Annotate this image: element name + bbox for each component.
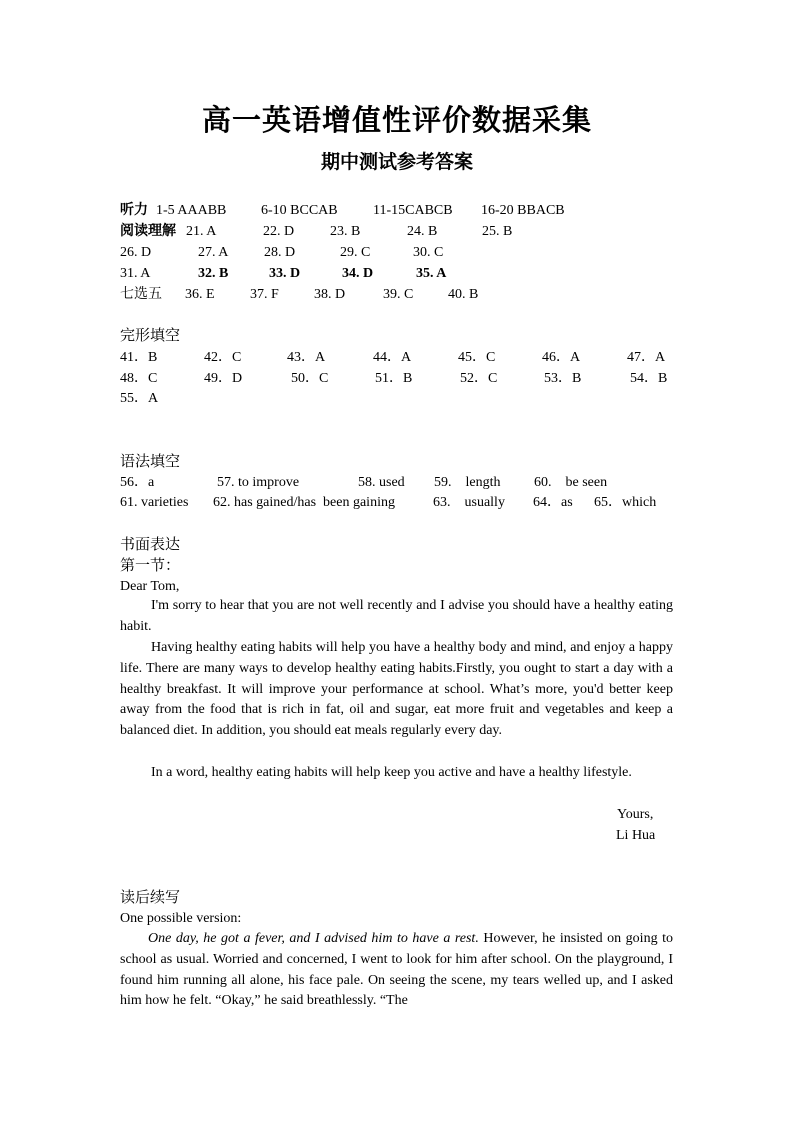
grammar-answer: 60. be seen — [534, 475, 608, 490]
continuation-intro: One possible version: — [120, 911, 242, 926]
seven-five-answer: 38. D — [314, 287, 346, 302]
cloze-answer: 51．B — [375, 371, 413, 386]
letter-greeting: Dear Tom, — [120, 579, 180, 594]
cloze-answer: 49．D — [204, 371, 243, 386]
seven-five-answer: 36. E — [185, 287, 215, 302]
grammar-answer: 65．which — [594, 495, 657, 510]
cloze-answer: 46．A — [542, 350, 581, 365]
cloze-answer: 55．A — [120, 391, 159, 406]
grammar-answer: 56．a — [120, 475, 155, 490]
reading-answer: 23. B — [330, 224, 361, 239]
grammar-heading: 语法填空 — [120, 452, 181, 470]
reading-answer: 21. A — [186, 224, 217, 239]
letter-paragraph-2: Having healthy eating habits will help you have a healthy body and mind, and enjoy a happy life. There are many ways to develop healthy eating habits.Firstly, you ought to start a day with a healthy breakfast. It will improve your performance at school. What’s more, you'd better keep away from the food that is rich in fat, oil and sugar, eat more fruit and vegetables and keep a balanced diet. In addition, you should eat meals regularly every day. — [120, 640, 673, 739]
reading-label: 阅读理解 — [120, 223, 176, 239]
cloze-answer: 43．A — [287, 350, 326, 365]
cloze-answer: 42．C — [204, 350, 242, 365]
writing-section-label: 第一节： — [120, 556, 181, 574]
page-title: 高一英语增值性评价数据采集 — [201, 103, 592, 137]
cloze-heading: 完形填空 — [120, 326, 181, 344]
letter-paragraph-1: I'm sorry to hear that you are not well recently and I advise you should have a healthy eating habit. — [120, 598, 673, 634]
reading-answer: 34. D — [342, 266, 374, 281]
writing-heading: 书面表达 — [120, 535, 181, 553]
reading-answer: 32. B — [198, 266, 229, 281]
listening-label: 听力 — [120, 202, 148, 218]
grammar-answer: 63. usually — [433, 495, 505, 510]
reading-answer: 31. A — [120, 266, 151, 281]
reading-answer: 30. C — [413, 245, 444, 260]
reading-answer: 25. B — [482, 224, 513, 239]
grammar-answer: 62. has gained/has been gaining — [213, 495, 395, 510]
continuation-italic-sentence: One day, he got a fever, and I advised him to have a rest. — [148, 931, 479, 946]
letter-closing: Yours, — [617, 807, 654, 822]
reading-answer: 33. D — [269, 266, 301, 281]
cloze-answer: 47．A — [627, 350, 666, 365]
listening-answer: 16-20 BBACB — [481, 203, 565, 218]
continuation-heading: 读后续写 — [120, 888, 181, 906]
cloze-answer: 44．A — [373, 350, 412, 365]
grammar-answer: 61. varieties — [120, 495, 189, 510]
reading-answer: 29. C — [340, 245, 371, 260]
cloze-answer: 53．B — [544, 371, 582, 386]
grammar-answer: 59. length — [434, 475, 501, 490]
seven-five-answer: 37. F — [250, 287, 279, 302]
reading-answer: 22. D — [263, 224, 295, 239]
seven-five-answer: 39. C — [383, 287, 414, 302]
cloze-answer: 54．B — [630, 371, 668, 386]
seven-five-answer: 40. B — [448, 287, 479, 302]
listening-answer: 6-10 BCCAB — [261, 203, 338, 218]
page-subtitle: 期中测试参考答案 — [320, 151, 473, 173]
grammar-answer: 64．as — [533, 495, 573, 510]
reading-answer: 24. B — [407, 224, 438, 239]
grammar-answer: 58. used — [358, 475, 405, 490]
seven-five-label: 七选五 — [120, 286, 162, 302]
reading-answer: 28. D — [264, 245, 296, 260]
cloze-answer: 48．C — [120, 371, 158, 386]
grammar-answer: 57. to improve — [217, 475, 300, 490]
listening-answer: 1-5 AAABB — [156, 203, 227, 218]
letter-signature: Li Hua — [616, 828, 656, 843]
listening-answer: 11-15CABCB — [373, 203, 453, 218]
cloze-answer: 52．C — [460, 371, 498, 386]
cloze-answer: 45．C — [458, 350, 496, 365]
continuation-text: However, he insisted on going to school as usual. Worried and concerned, I went to look for him after school. On the playground, I found him running all alone, his face pale. On seeing the scene, my tears welled up, and I asked him how he felt. “Okay,” he said breathlessly. “The — [120, 931, 673, 1009]
reading-answer: 27. A — [198, 245, 229, 260]
reading-answer: 26. D — [120, 245, 152, 260]
cloze-answer: 50．C — [291, 371, 329, 386]
letter-paragraph-3: In a word, healthy eating habits will help keep you active and have a healthy lifestyle. — [151, 765, 632, 780]
reading-answer: 35. A — [416, 266, 447, 281]
cloze-answer: 41．B — [120, 350, 158, 365]
continuation-paragraph — [120, 929, 673, 1012]
